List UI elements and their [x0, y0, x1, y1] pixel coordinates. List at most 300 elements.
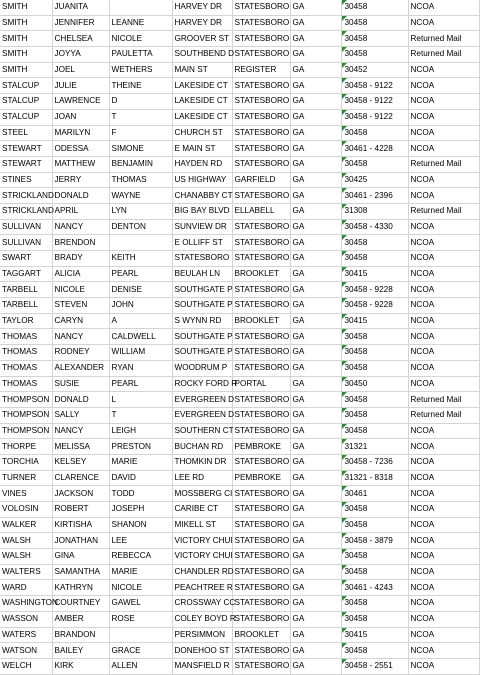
- first-name-cell[interactable]: JOAN: [52, 109, 109, 125]
- state-cell[interactable]: GA: [290, 188, 341, 204]
- middle-name-cell[interactable]: PEARL: [109, 376, 172, 392]
- middle-name-cell[interactable]: REBECCA: [109, 549, 172, 565]
- zip-cell[interactable]: [341, 62, 408, 78]
- state-cell[interactable]: GA: [290, 596, 341, 612]
- source-cell[interactable]: NCOA: [408, 549, 479, 565]
- city-cell[interactable]: STATESBORO: [232, 549, 290, 565]
- state-cell[interactable]: GA: [290, 94, 341, 110]
- zip-cell[interactable]: [341, 580, 408, 596]
- zip-cell[interactable]: [341, 376, 408, 392]
- last-name-cell[interactable]: TAGGART: [0, 266, 52, 282]
- city-cell[interactable]: STATESBORO: [232, 188, 290, 204]
- city-cell[interactable]: STATESBORO: [232, 282, 290, 298]
- street-cell[interactable]: S WYNN RD: [172, 313, 232, 329]
- last-name-cell[interactable]: WATSON: [0, 643, 52, 659]
- city-cell[interactable]: STATESBORO: [232, 125, 290, 141]
- last-name-cell[interactable]: STINES: [0, 172, 52, 188]
- city-cell[interactable]: STATESBORO: [232, 15, 290, 31]
- street-cell[interactable]: ROCKY FORD R: [172, 376, 232, 392]
- middle-name-cell[interactable]: T: [109, 109, 172, 125]
- last-name-cell[interactable]: VOLOSIN: [0, 502, 52, 518]
- first-name-cell[interactable]: JUANITA: [52, 0, 109, 15]
- source-cell[interactable]: NCOA: [408, 266, 479, 282]
- street-cell[interactable]: US HIGHWAY: [172, 172, 232, 188]
- middle-name-cell[interactable]: THEINE: [109, 78, 172, 94]
- zip-cell[interactable]: [341, 0, 408, 15]
- source-cell[interactable]: NCOA: [408, 125, 479, 141]
- source-cell[interactable]: NCOA: [408, 345, 479, 361]
- city-cell[interactable]: STATESBORO: [232, 611, 290, 627]
- state-cell[interactable]: GA: [290, 47, 341, 63]
- city-cell[interactable]: STATESBORO: [232, 596, 290, 612]
- source-cell[interactable]: NCOA: [408, 580, 479, 596]
- city-cell[interactable]: STATESBORO: [232, 454, 290, 470]
- middle-name-cell[interactable]: [109, 0, 172, 15]
- street-cell[interactable]: WOODRUM P: [172, 360, 232, 376]
- first-name-cell[interactable]: DONALD: [52, 188, 109, 204]
- first-name-cell[interactable]: SALLY: [52, 407, 109, 423]
- street-cell[interactable]: SOUTHGATE P: [172, 329, 232, 345]
- first-name-cell[interactable]: JULIE: [52, 78, 109, 94]
- street-cell[interactable]: CARIBE CT: [172, 502, 232, 518]
- street-cell[interactable]: PERSIMMON: [172, 627, 232, 643]
- city-cell[interactable]: ELLABELL: [232, 203, 290, 219]
- last-name-cell[interactable]: STALCUP: [0, 94, 52, 110]
- last-name-cell[interactable]: WALSH: [0, 549, 52, 565]
- street-cell[interactable]: E MAIN ST: [172, 141, 232, 157]
- street-cell[interactable]: VICTORY CHUI: [172, 533, 232, 549]
- zip-cell[interactable]: [341, 564, 408, 580]
- city-cell[interactable]: STATESBORO: [232, 407, 290, 423]
- state-cell[interactable]: GA: [290, 141, 341, 157]
- source-cell[interactable]: Returned Mail: [408, 47, 479, 63]
- zip-cell[interactable]: [341, 47, 408, 63]
- zip-cell[interactable]: [341, 31, 408, 47]
- last-name-cell[interactable]: THOMPSON: [0, 423, 52, 439]
- street-cell[interactable]: CROSSWAY CC: [172, 596, 232, 612]
- state-cell[interactable]: GA: [290, 251, 341, 267]
- first-name-cell[interactable]: GINA: [52, 549, 109, 565]
- last-name-cell[interactable]: WARD: [0, 580, 52, 596]
- first-name-cell[interactable]: JACKSON: [52, 486, 109, 502]
- middle-name-cell[interactable]: [109, 235, 172, 251]
- middle-name-cell[interactable]: LEANNE: [109, 15, 172, 31]
- first-name-cell[interactable]: ALICIA: [52, 266, 109, 282]
- source-cell[interactable]: NCOA: [408, 235, 479, 251]
- first-name-cell[interactable]: BRANDON: [52, 627, 109, 643]
- last-name-cell[interactable]: SMITH: [0, 62, 52, 78]
- city-cell[interactable]: BROOKLET: [232, 627, 290, 643]
- zip-cell[interactable]: [341, 454, 408, 470]
- state-cell[interactable]: GA: [290, 109, 341, 125]
- first-name-cell[interactable]: MARILYN: [52, 125, 109, 141]
- state-cell[interactable]: GA: [290, 298, 341, 314]
- zip-cell[interactable]: [341, 94, 408, 110]
- last-name-cell[interactable]: SMITH: [0, 47, 52, 63]
- last-name-cell[interactable]: SULLIVAN: [0, 235, 52, 251]
- last-name-cell[interactable]: WELCH: [0, 658, 52, 674]
- middle-name-cell[interactable]: DAVID: [109, 470, 172, 486]
- city-cell[interactable]: STATESBORO: [232, 392, 290, 408]
- state-cell[interactable]: GA: [290, 329, 341, 345]
- source-cell[interactable]: NCOA: [408, 329, 479, 345]
- street-cell[interactable]: VICTORY CHUI: [172, 549, 232, 565]
- source-cell[interactable]: NCOA: [408, 298, 479, 314]
- city-cell[interactable]: STATESBORO: [232, 643, 290, 659]
- state-cell[interactable]: GA: [290, 266, 341, 282]
- first-name-cell[interactable]: RODNEY: [52, 345, 109, 361]
- city-cell[interactable]: STATESBORO: [232, 580, 290, 596]
- first-name-cell[interactable]: LAWRENCE: [52, 94, 109, 110]
- zip-cell[interactable]: [341, 251, 408, 267]
- zip-cell[interactable]: [341, 203, 408, 219]
- middle-name-cell[interactable]: JOHN: [109, 298, 172, 314]
- state-cell[interactable]: GA: [290, 517, 341, 533]
- first-name-cell[interactable]: ODESSA: [52, 141, 109, 157]
- middle-name-cell[interactable]: T: [109, 407, 172, 423]
- last-name-cell[interactable]: TURNER: [0, 470, 52, 486]
- last-name-cell[interactable]: WALSH: [0, 533, 52, 549]
- city-cell[interactable]: STATESBORO: [232, 156, 290, 172]
- last-name-cell[interactable]: THORPE: [0, 439, 52, 455]
- city-cell[interactable]: STATESBORO: [232, 219, 290, 235]
- state-cell[interactable]: GA: [290, 203, 341, 219]
- first-name-cell[interactable]: NANCY: [52, 329, 109, 345]
- zip-cell[interactable]: [341, 486, 408, 502]
- state-cell[interactable]: GA: [290, 172, 341, 188]
- street-cell[interactable]: EVERGREEN D: [172, 392, 232, 408]
- first-name-cell[interactable]: BAILEY: [52, 643, 109, 659]
- last-name-cell[interactable]: TORCHIA: [0, 454, 52, 470]
- zip-cell[interactable]: [341, 219, 408, 235]
- last-name-cell[interactable]: SMITH: [0, 15, 52, 31]
- middle-name-cell[interactable]: LYN: [109, 203, 172, 219]
- middle-name-cell[interactable]: GAWEL: [109, 596, 172, 612]
- zip-cell[interactable]: [341, 298, 408, 314]
- zip-cell[interactable]: [341, 266, 408, 282]
- middle-name-cell[interactable]: GRACE: [109, 643, 172, 659]
- zip-cell[interactable]: [341, 360, 408, 376]
- state-cell[interactable]: GA: [290, 470, 341, 486]
- first-name-cell[interactable]: SAMANTHA: [52, 564, 109, 580]
- street-cell[interactable]: SUNVIEW DR: [172, 219, 232, 235]
- middle-name-cell[interactable]: TODD: [109, 486, 172, 502]
- zip-cell[interactable]: [341, 329, 408, 345]
- middle-name-cell[interactable]: BENJAMIN: [109, 156, 172, 172]
- source-cell[interactable]: Returned Mail: [408, 203, 479, 219]
- middle-name-cell[interactable]: THOMAS: [109, 172, 172, 188]
- zip-cell[interactable]: [341, 517, 408, 533]
- zip-cell[interactable]: [341, 439, 408, 455]
- zip-cell[interactable]: [341, 502, 408, 518]
- state-cell[interactable]: GA: [290, 219, 341, 235]
- city-cell[interactable]: STATESBORO: [232, 533, 290, 549]
- first-name-cell[interactable]: JOEL: [52, 62, 109, 78]
- street-cell[interactable]: PEACHTREE R: [172, 580, 232, 596]
- first-name-cell[interactable]: COURTNEY: [52, 596, 109, 612]
- city-cell[interactable]: STATESBORO: [232, 31, 290, 47]
- middle-name-cell[interactable]: ROSE: [109, 611, 172, 627]
- city-cell[interactable]: PEMBROKE: [232, 439, 290, 455]
- middle-name-cell[interactable]: PEARL: [109, 266, 172, 282]
- zip-cell[interactable]: [341, 15, 408, 31]
- state-cell[interactable]: GA: [290, 0, 341, 15]
- state-cell[interactable]: GA: [290, 643, 341, 659]
- street-cell[interactable]: LAKESIDE CT: [172, 78, 232, 94]
- street-cell[interactable]: THOMKIN DR: [172, 454, 232, 470]
- city-cell[interactable]: PORTAL: [232, 376, 290, 392]
- state-cell[interactable]: GA: [290, 658, 341, 674]
- first-name-cell[interactable]: DONALD: [52, 392, 109, 408]
- zip-cell[interactable]: [341, 313, 408, 329]
- zip-cell[interactable]: [341, 596, 408, 612]
- street-cell[interactable]: HARVEY DR: [172, 0, 232, 15]
- source-cell[interactable]: Returned Mail: [408, 407, 479, 423]
- source-cell[interactable]: NCOA: [408, 94, 479, 110]
- first-name-cell[interactable]: MATTHEW: [52, 156, 109, 172]
- last-name-cell[interactable]: THOMPSON: [0, 407, 52, 423]
- street-cell[interactable]: GROOVER ST: [172, 31, 232, 47]
- city-cell[interactable]: STATESBORO: [232, 564, 290, 580]
- state-cell[interactable]: GA: [290, 627, 341, 643]
- last-name-cell[interactable]: TAYLOR: [0, 313, 52, 329]
- city-cell[interactable]: STATESBORO: [232, 141, 290, 157]
- source-cell[interactable]: NCOA: [408, 564, 479, 580]
- source-cell[interactable]: Returned Mail: [408, 392, 479, 408]
- zip-cell[interactable]: [341, 141, 408, 157]
- source-cell[interactable]: NCOA: [408, 423, 479, 439]
- zip-cell[interactable]: [341, 470, 408, 486]
- source-cell[interactable]: Returned Mail: [408, 156, 479, 172]
- first-name-cell[interactable]: CHELSEA: [52, 31, 109, 47]
- middle-name-cell[interactable]: PRESTON: [109, 439, 172, 455]
- street-cell[interactable]: DONEHOO ST: [172, 643, 232, 659]
- zip-cell[interactable]: [341, 78, 408, 94]
- last-name-cell[interactable]: THOMPSON: [0, 392, 52, 408]
- middle-name-cell[interactable]: F: [109, 125, 172, 141]
- zip-cell[interactable]: [341, 533, 408, 549]
- street-cell[interactable]: CHANABBY CT: [172, 188, 232, 204]
- street-cell[interactable]: SOUTHGATE P: [172, 298, 232, 314]
- state-cell[interactable]: GA: [290, 31, 341, 47]
- first-name-cell[interactable]: JENNIFER: [52, 15, 109, 31]
- last-name-cell[interactable]: SMITH: [0, 0, 52, 15]
- last-name-cell[interactable]: WATERS: [0, 627, 52, 643]
- first-name-cell[interactable]: AMBER: [52, 611, 109, 627]
- middle-name-cell[interactable]: LEE: [109, 533, 172, 549]
- middle-name-cell[interactable]: SHANON: [109, 517, 172, 533]
- street-cell[interactable]: BUCHAN RD: [172, 439, 232, 455]
- zip-cell[interactable]: [341, 643, 408, 659]
- zip-cell[interactable]: [341, 235, 408, 251]
- zip-cell[interactable]: [341, 423, 408, 439]
- first-name-cell[interactable]: ALEXANDER: [52, 360, 109, 376]
- zip-cell[interactable]: [341, 627, 408, 643]
- middle-name-cell[interactable]: A: [109, 313, 172, 329]
- zip-cell[interactable]: [341, 407, 408, 423]
- city-cell[interactable]: STATESBORO: [232, 502, 290, 518]
- last-name-cell[interactable]: TARBELL: [0, 282, 52, 298]
- middle-name-cell[interactable]: D: [109, 94, 172, 110]
- first-name-cell[interactable]: JOYYA: [52, 47, 109, 63]
- last-name-cell[interactable]: WASSON: [0, 611, 52, 627]
- street-cell[interactable]: MANSFIELD R: [172, 658, 232, 674]
- middle-name-cell[interactable]: SIMONE: [109, 141, 172, 157]
- street-cell[interactable]: COLEY BOYD R: [172, 611, 232, 627]
- zip-cell[interactable]: [341, 392, 408, 408]
- first-name-cell[interactable]: NANCY: [52, 423, 109, 439]
- first-name-cell[interactable]: JONATHAN: [52, 533, 109, 549]
- first-name-cell[interactable]: APRIL: [52, 203, 109, 219]
- first-name-cell[interactable]: NANCY: [52, 219, 109, 235]
- middle-name-cell[interactable]: L: [109, 392, 172, 408]
- source-cell[interactable]: NCOA: [408, 251, 479, 267]
- city-cell[interactable]: STATESBORO: [232, 345, 290, 361]
- source-cell[interactable]: NCOA: [408, 596, 479, 612]
- last-name-cell[interactable]: VINES: [0, 486, 52, 502]
- last-name-cell[interactable]: THOMAS: [0, 345, 52, 361]
- street-cell[interactable]: CHANDLER RD: [172, 564, 232, 580]
- middle-name-cell[interactable]: WILLIAM: [109, 345, 172, 361]
- state-cell[interactable]: GA: [290, 376, 341, 392]
- zip-cell[interactable]: [341, 282, 408, 298]
- middle-name-cell[interactable]: KEITH: [109, 251, 172, 267]
- last-name-cell[interactable]: STALCUP: [0, 78, 52, 94]
- middle-name-cell[interactable]: WETHERS: [109, 62, 172, 78]
- street-cell[interactable]: STATESBORO: [172, 251, 232, 267]
- city-cell[interactable]: STATESBORO: [232, 360, 290, 376]
- city-cell[interactable]: STATESBORO: [232, 251, 290, 267]
- state-cell[interactable]: GA: [290, 502, 341, 518]
- last-name-cell[interactable]: THOMAS: [0, 376, 52, 392]
- street-cell[interactable]: BEULAH LN: [172, 266, 232, 282]
- middle-name-cell[interactable]: PAULETTA: [109, 47, 172, 63]
- city-cell[interactable]: STATESBORO: [232, 517, 290, 533]
- middle-name-cell[interactable]: DENISE: [109, 282, 172, 298]
- last-name-cell[interactable]: THOMAS: [0, 360, 52, 376]
- street-cell[interactable]: EVERGREEN D: [172, 407, 232, 423]
- last-name-cell[interactable]: STEWART: [0, 141, 52, 157]
- state-cell[interactable]: GA: [290, 439, 341, 455]
- source-cell[interactable]: NCOA: [408, 502, 479, 518]
- street-cell[interactable]: E OLLIFF ST: [172, 235, 232, 251]
- zip-cell[interactable]: [341, 156, 408, 172]
- street-cell[interactable]: LEE RD: [172, 470, 232, 486]
- source-cell[interactable]: NCOA: [408, 360, 479, 376]
- zip-cell[interactable]: [341, 172, 408, 188]
- source-cell[interactable]: NCOA: [408, 172, 479, 188]
- zip-cell[interactable]: [341, 125, 408, 141]
- street-cell[interactable]: SOUTHGATE P: [172, 282, 232, 298]
- zip-cell[interactable]: [341, 345, 408, 361]
- first-name-cell[interactable]: ROBERT: [52, 502, 109, 518]
- state-cell[interactable]: GA: [290, 282, 341, 298]
- state-cell[interactable]: GA: [290, 78, 341, 94]
- city-cell[interactable]: STATESBORO: [232, 329, 290, 345]
- last-name-cell[interactable]: WALKER: [0, 517, 52, 533]
- source-cell[interactable]: NCOA: [408, 517, 479, 533]
- first-name-cell[interactable]: CLARENCE: [52, 470, 109, 486]
- state-cell[interactable]: GA: [290, 392, 341, 408]
- city-cell[interactable]: STATESBORO: [232, 94, 290, 110]
- source-cell[interactable]: NCOA: [408, 486, 479, 502]
- zip-cell[interactable]: [341, 188, 408, 204]
- street-cell[interactable]: HAYDEN RD: [172, 156, 232, 172]
- state-cell[interactable]: GA: [290, 486, 341, 502]
- middle-name-cell[interactable]: MARIE: [109, 564, 172, 580]
- city-cell[interactable]: STATESBORO: [232, 486, 290, 502]
- source-cell[interactable]: NCOA: [408, 470, 479, 486]
- last-name-cell[interactable]: STEEL: [0, 125, 52, 141]
- first-name-cell[interactable]: KIRK: [52, 658, 109, 674]
- street-cell[interactable]: MIKELL ST: [172, 517, 232, 533]
- city-cell[interactable]: PEMBROKE: [232, 470, 290, 486]
- state-cell[interactable]: GA: [290, 360, 341, 376]
- state-cell[interactable]: GA: [290, 313, 341, 329]
- first-name-cell[interactable]: KIRTISHA: [52, 517, 109, 533]
- state-cell[interactable]: GA: [290, 564, 341, 580]
- street-cell[interactable]: SOUTHBEND D: [172, 47, 232, 63]
- first-name-cell[interactable]: STEVEN: [52, 298, 109, 314]
- street-cell[interactable]: HARVEY DR: [172, 15, 232, 31]
- street-cell[interactable]: MOSSBERG CI: [172, 486, 232, 502]
- last-name-cell[interactable]: STEWART: [0, 156, 52, 172]
- state-cell[interactable]: GA: [290, 235, 341, 251]
- city-cell[interactable]: STATESBORO: [232, 423, 290, 439]
- street-cell[interactable]: BIG BAY BLVD: [172, 203, 232, 219]
- state-cell[interactable]: GA: [290, 407, 341, 423]
- last-name-cell[interactable]: TARBELL: [0, 298, 52, 314]
- city-cell[interactable]: STATESBORO: [232, 78, 290, 94]
- source-cell[interactable]: NCOA: [408, 282, 479, 298]
- middle-name-cell[interactable]: LEIGH: [109, 423, 172, 439]
- city-cell[interactable]: STATESBORO: [232, 47, 290, 63]
- state-cell[interactable]: GA: [290, 611, 341, 627]
- zip-cell[interactable]: [341, 549, 408, 565]
- first-name-cell[interactable]: NICOLE: [52, 282, 109, 298]
- state-cell[interactable]: GA: [290, 125, 341, 141]
- zip-cell[interactable]: [341, 611, 408, 627]
- middle-name-cell[interactable]: JOSEPH: [109, 502, 172, 518]
- first-name-cell[interactable]: BRADY: [52, 251, 109, 267]
- source-cell[interactable]: NCOA: [408, 109, 479, 125]
- source-cell[interactable]: NCOA: [408, 376, 479, 392]
- street-cell[interactable]: SOUTHGATE P: [172, 345, 232, 361]
- source-cell[interactable]: NCOA: [408, 658, 479, 674]
- middle-name-cell[interactable]: RYAN: [109, 360, 172, 376]
- zip-cell[interactable]: [341, 658, 408, 674]
- city-cell[interactable]: STATESBORO: [232, 109, 290, 125]
- source-cell[interactable]: NCOA: [408, 533, 479, 549]
- city-cell[interactable]: GARFIELD: [232, 172, 290, 188]
- city-cell[interactable]: REGISTER: [232, 62, 290, 78]
- street-cell[interactable]: LAKESIDE CT: [172, 109, 232, 125]
- source-cell[interactable]: NCOA: [408, 454, 479, 470]
- state-cell[interactable]: GA: [290, 156, 341, 172]
- state-cell[interactable]: GA: [290, 423, 341, 439]
- source-cell[interactable]: NCOA: [408, 313, 479, 329]
- source-cell[interactable]: NCOA: [408, 15, 479, 31]
- middle-name-cell[interactable]: MARIE: [109, 454, 172, 470]
- last-name-cell[interactable]: STRICKLAND: [0, 188, 52, 204]
- source-cell[interactable]: NCOA: [408, 611, 479, 627]
- street-cell[interactable]: MAIN ST: [172, 62, 232, 78]
- street-cell[interactable]: CHURCH ST: [172, 125, 232, 141]
- city-cell[interactable]: STATESBORO: [232, 298, 290, 314]
- source-cell[interactable]: NCOA: [408, 62, 479, 78]
- last-name-cell[interactable]: SULLIVAN: [0, 219, 52, 235]
- source-cell[interactable]: NCOA: [408, 78, 479, 94]
